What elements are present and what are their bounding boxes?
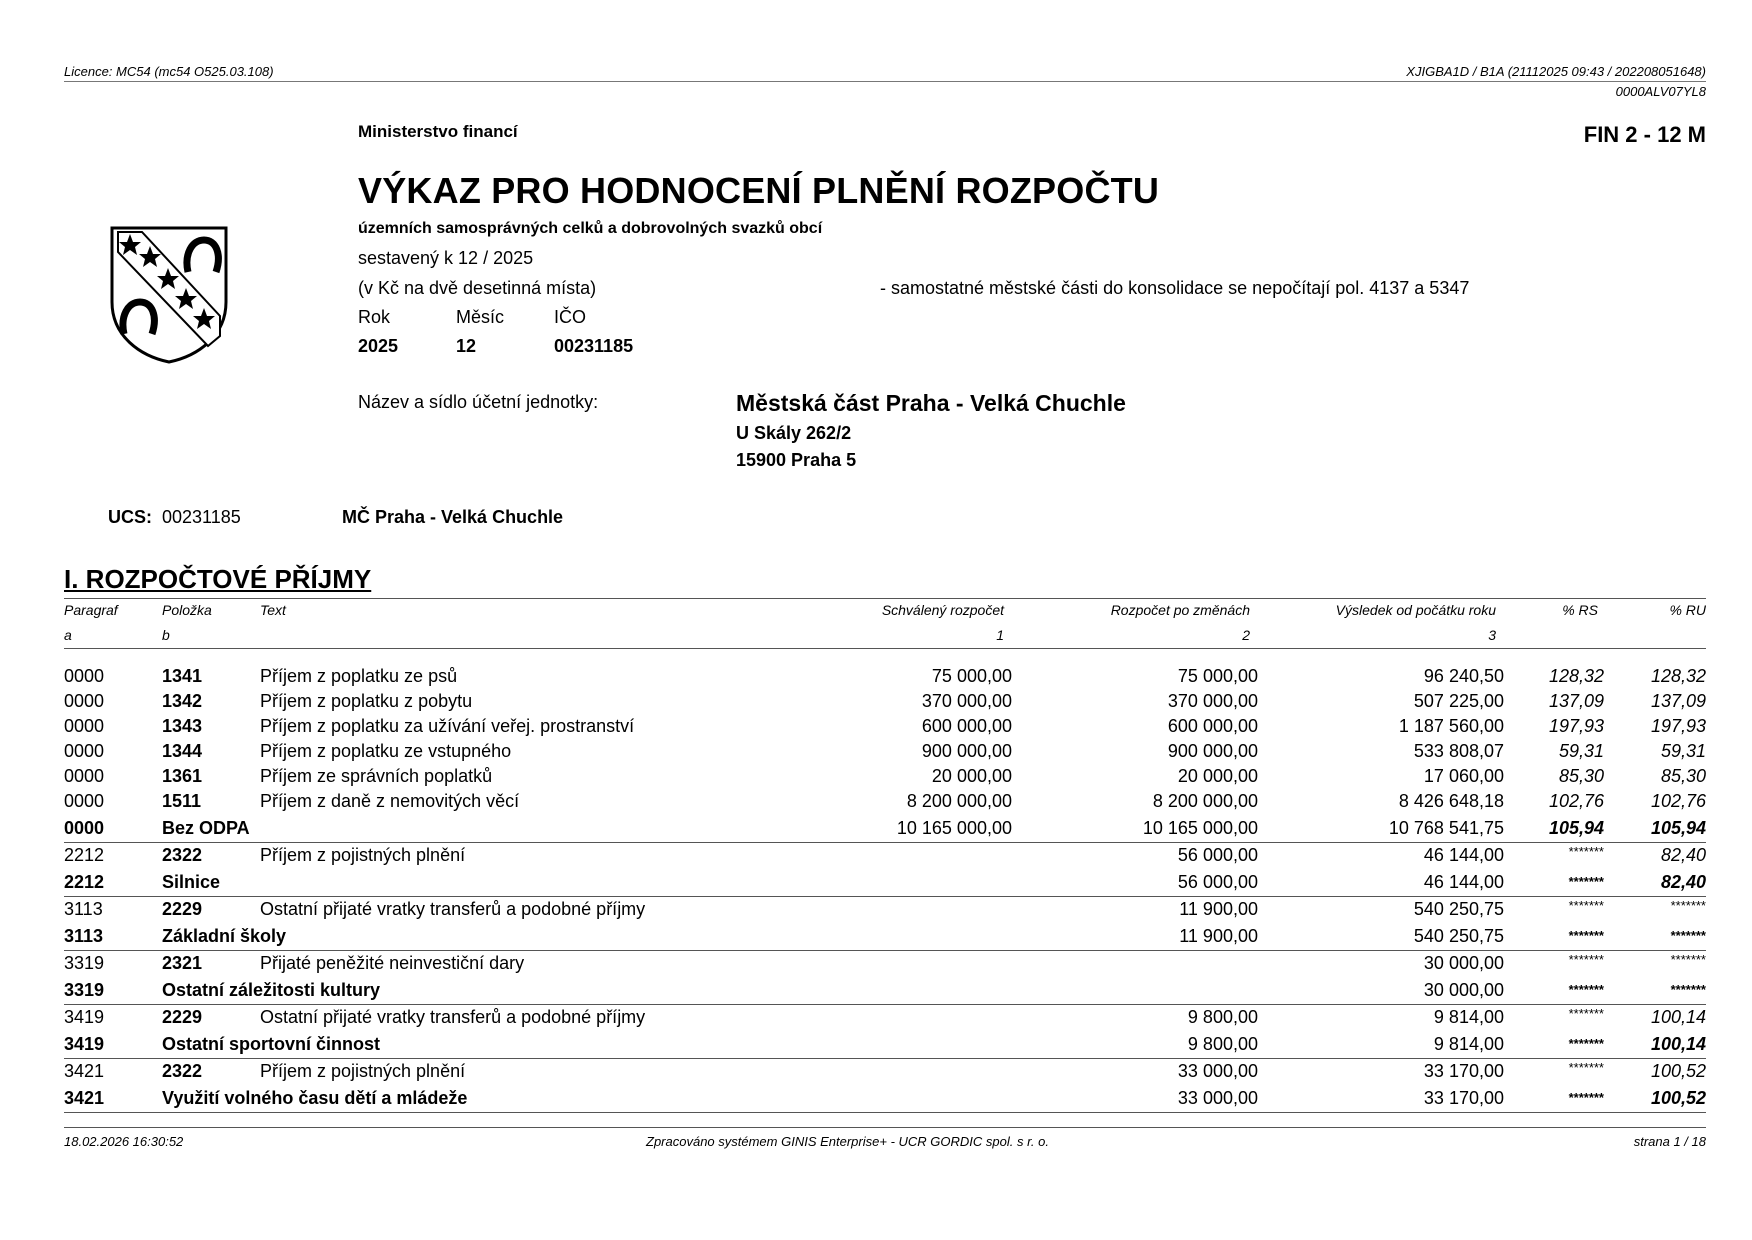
po-zmenach-cell: 9 800,00 bbox=[1012, 1030, 1258, 1059]
report-subtitle: územních samosprávných celků a dobrovolných svazků obcí bbox=[358, 220, 823, 237]
schvaleny-cell: 75 000,00 bbox=[931, 666, 1012, 686]
rok-value: 2025 bbox=[358, 336, 399, 356]
ru-cell: ******* bbox=[1670, 952, 1706, 967]
paragraf-cell: 0000 bbox=[64, 666, 105, 686]
po-zmenach-cell bbox=[1012, 951, 1258, 977]
paragraf-cell: 2212 bbox=[64, 868, 162, 897]
licence-text: Licence: MC54 (mc54 O525.03.108) bbox=[64, 64, 274, 79]
schvaleny-cell bbox=[774, 976, 1012, 1005]
polozka-cell: 1342 bbox=[162, 691, 203, 711]
report-title: VÝKAZ PRO HODNOCENÍ PLNĚNÍ ROZPOČTU bbox=[358, 170, 1160, 211]
po-zmenach-cell: 9 800,00 bbox=[1187, 1007, 1258, 1027]
col-sub-b: b bbox=[162, 627, 170, 643]
entity-label: Název a sídlo účetní jednotky: bbox=[358, 392, 599, 412]
subtotal-label: Využití volného času dětí a mládeže bbox=[162, 1084, 774, 1113]
schvaleny-cell bbox=[774, 922, 1012, 951]
text-cell: Přijaté peněžité neinvestiční dary bbox=[260, 953, 525, 973]
subtotal-row bbox=[64, 1030, 1706, 1059]
paragraf-cell: 3421 bbox=[64, 1061, 105, 1081]
schvaleny-cell: 10 165 000,00 bbox=[774, 814, 1012, 843]
ru-cell: 100,52 bbox=[1604, 1084, 1706, 1113]
schvaleny-cell bbox=[774, 1084, 1012, 1113]
text-cell: Příjem z poplatku ze vstupného bbox=[260, 741, 512, 761]
polozka-cell: 2229 bbox=[162, 1007, 203, 1027]
ico-value: 00231185 bbox=[554, 336, 634, 356]
rs-cell: 59,31 bbox=[1558, 741, 1604, 761]
rs-cell: 102,76 bbox=[1548, 791, 1604, 811]
ru-cell: 82,40 bbox=[1604, 868, 1706, 897]
compiled-date: sestavený k 12 / 2025 bbox=[358, 248, 534, 268]
schvaleny-cell bbox=[774, 868, 1012, 897]
mesic-value: 12 bbox=[456, 336, 477, 356]
table-row bbox=[64, 1005, 1706, 1031]
paragraf-cell: 2212 bbox=[64, 845, 105, 865]
vysledek-cell: 507 225,00 bbox=[1413, 691, 1504, 711]
vysledek-cell: 533 808,07 bbox=[1413, 741, 1504, 761]
vysledek-cell: 96 240,50 bbox=[1423, 666, 1504, 686]
polozka-cell: 1344 bbox=[162, 741, 203, 761]
ru-cell: ******* bbox=[1604, 922, 1706, 951]
entity-name: Městská část Praha - Velká Chuchle bbox=[736, 390, 1126, 416]
paragraf-cell: 0000 bbox=[64, 691, 105, 711]
schvaleny-cell: 900 000,00 bbox=[921, 741, 1012, 761]
po-zmenach-cell: 75 000,00 bbox=[1177, 666, 1258, 686]
col-sub-1: 1 bbox=[996, 627, 1004, 643]
schvaleny-cell: 600 000,00 bbox=[921, 716, 1012, 736]
col-po-zmenach: Rozpočet po změnách bbox=[1110, 602, 1250, 618]
subtotal-row bbox=[64, 814, 1706, 843]
ru-cell: 100,14 bbox=[1604, 1030, 1706, 1059]
po-zmenach-cell: 10 165 000,00 bbox=[1012, 814, 1258, 843]
schvaleny-cell bbox=[774, 951, 1012, 977]
table-row bbox=[64, 1059, 1706, 1085]
vysledek-cell: 33 170,00 bbox=[1423, 1061, 1504, 1081]
subtotal-label: Bez ODPA bbox=[162, 814, 774, 843]
footer-page: strana 1 / 18 bbox=[1633, 1134, 1706, 1149]
po-zmenach-cell: 11 900,00 bbox=[1179, 899, 1258, 919]
form-id: FIN 2 - 12 M bbox=[1583, 122, 1706, 147]
paragraf-cell: 3113 bbox=[64, 899, 103, 919]
rs-cell: ******* bbox=[1568, 1006, 1604, 1021]
rs-cell: ******* bbox=[1504, 976, 1604, 1005]
col-sub-2: 2 bbox=[1242, 627, 1250, 643]
footer-system: Zpracováno systémem GINIS Enterprise+ - UCR GORDIC spol. s r. o. bbox=[646, 1134, 1049, 1149]
ru-cell: 137,09 bbox=[1650, 691, 1706, 711]
rs-cell: ******* bbox=[1504, 1030, 1604, 1059]
polozka-cell: 2322 bbox=[162, 1061, 203, 1081]
po-zmenach-cell bbox=[1012, 976, 1258, 1005]
vysledek-cell: 46 144,00 bbox=[1258, 868, 1504, 897]
vysledek-cell: 540 250,75 bbox=[1258, 922, 1504, 951]
po-zmenach-cell: 900 000,00 bbox=[1167, 741, 1258, 761]
vysledek-cell: 10 768 541,75 bbox=[1258, 814, 1504, 843]
subtotal-row bbox=[64, 868, 1706, 897]
consolidation-note: - samostatné městské části do konsolidace se nepočítají pol. 4137 a 5347 bbox=[880, 278, 1470, 298]
header-bottom-divider bbox=[64, 648, 1706, 649]
ru-cell: 100,52 bbox=[1650, 1061, 1706, 1081]
paragraf-cell: 3319 bbox=[64, 976, 162, 1005]
paragraf-cell: 0000 bbox=[64, 766, 105, 786]
col-text: Text bbox=[260, 602, 286, 618]
ministry-name: Ministerstvo financí bbox=[358, 122, 518, 141]
rs-cell: ******* bbox=[1568, 844, 1604, 859]
table-row bbox=[64, 951, 1706, 977]
vysledek-cell: 9 814,00 bbox=[1258, 1030, 1504, 1059]
polozka-cell: 1511 bbox=[162, 791, 202, 811]
rs-cell: ******* bbox=[1568, 1060, 1604, 1075]
units-note: (v Kč na dvě desetinná místa) bbox=[358, 278, 597, 298]
paragraf-cell: 0000 bbox=[64, 791, 105, 811]
rs-cell: ******* bbox=[1504, 868, 1604, 897]
vysledek-cell: 9 814,00 bbox=[1433, 1007, 1504, 1027]
text-cell: Příjem z poplatku ze psů bbox=[260, 666, 458, 686]
po-zmenach-cell: 600 000,00 bbox=[1167, 716, 1258, 736]
rs-cell: 85,30 bbox=[1558, 766, 1604, 786]
ucs-value: 00231185 bbox=[162, 507, 241, 527]
subtotal-label: Silnice bbox=[162, 868, 774, 897]
schvaleny-cell: 370 000,00 bbox=[921, 691, 1012, 711]
vysledek-cell: 30 000,00 bbox=[1423, 953, 1504, 973]
paragraf-cell: 3419 bbox=[64, 1007, 105, 1027]
schvaleny-cell bbox=[774, 897, 1012, 923]
ru-cell: 59,31 bbox=[1660, 741, 1706, 761]
vysledek-cell: 540 250,75 bbox=[1413, 899, 1504, 919]
vysledek-cell: 46 144,00 bbox=[1423, 845, 1504, 865]
rs-cell: 197,93 bbox=[1548, 716, 1604, 736]
col-rs: % RS bbox=[1562, 602, 1598, 618]
ico-label: IČO bbox=[554, 307, 587, 327]
ru-cell: 128,32 bbox=[1650, 666, 1706, 686]
vysledek-cell: 33 170,00 bbox=[1258, 1084, 1504, 1113]
table-row bbox=[64, 689, 1706, 714]
text-cell: Ostatní přijaté vratky transferů a podobné příjmy bbox=[260, 899, 646, 919]
text-cell: Příjem ze správních poplatků bbox=[260, 766, 493, 786]
mesic-label: Měsíc bbox=[456, 307, 505, 327]
paragraf-cell: 0000 bbox=[64, 716, 105, 736]
polozka-cell: 2321 bbox=[162, 953, 203, 973]
ucs-name: MČ Praha - Velká Chuchle bbox=[342, 507, 564, 527]
entity-street: U Skály 262/2 bbox=[736, 423, 852, 443]
document-subcode: 0000ALV07YL8 bbox=[1615, 84, 1706, 99]
ru-cell: 197,93 bbox=[1650, 716, 1706, 736]
text-cell: Příjem z poplatku za užívání veřej. prostranství bbox=[260, 716, 635, 736]
col-polozka: Položka bbox=[162, 602, 212, 618]
footer-divider bbox=[64, 1127, 1706, 1128]
polozka-cell: 2322 bbox=[162, 845, 203, 865]
polozka-cell: 1341 bbox=[162, 666, 203, 686]
polozka-cell: 2229 bbox=[162, 899, 203, 919]
ucs-label: UCS: bbox=[108, 507, 152, 527]
col-vysledek: Výsledek od počátku roku bbox=[1335, 602, 1496, 618]
coat-of-arms-icon bbox=[108, 224, 230, 364]
ru-cell: 105,94 bbox=[1604, 814, 1706, 843]
table-row bbox=[64, 714, 1706, 739]
ru-cell: ******* bbox=[1670, 898, 1706, 913]
po-zmenach-cell: 33 000,00 bbox=[1012, 1084, 1258, 1113]
po-zmenach-cell: 56 000,00 bbox=[1012, 868, 1258, 897]
ru-cell: 102,76 bbox=[1650, 791, 1706, 811]
rs-cell: 105,94 bbox=[1504, 814, 1604, 843]
vysledek-cell: 1 187 560,00 bbox=[1398, 716, 1504, 736]
rs-cell: ******* bbox=[1504, 922, 1604, 951]
table-row bbox=[64, 843, 1706, 869]
header-divider bbox=[64, 81, 1706, 82]
paragraf-cell: 0000 bbox=[64, 741, 105, 761]
ru-cell: 85,30 bbox=[1660, 766, 1706, 786]
text-cell: Ostatní přijaté vratky transferů a podobné příjmy bbox=[260, 1007, 646, 1027]
po-zmenach-cell: 33 000,00 bbox=[1177, 1061, 1258, 1081]
schvaleny-cell: 8 200 000,00 bbox=[906, 791, 1012, 811]
col-sub-a: a bbox=[64, 627, 72, 643]
polozka-cell: 1361 bbox=[162, 766, 203, 786]
rok-label: Rok bbox=[358, 307, 391, 327]
schvaleny-cell bbox=[774, 1059, 1012, 1085]
table-row bbox=[64, 739, 1706, 764]
paragraf-cell: 3419 bbox=[64, 1030, 162, 1059]
schvaleny-cell: 20 000,00 bbox=[931, 766, 1012, 786]
table-row bbox=[64, 664, 1706, 689]
vysledek-cell: 30 000,00 bbox=[1258, 976, 1504, 1005]
subtotal-label: Základní školy bbox=[162, 922, 774, 951]
entity-city: 15900 Praha 5 bbox=[736, 450, 857, 470]
col-sub-3: 3 bbox=[1488, 627, 1496, 643]
subtotal-row bbox=[64, 922, 1706, 951]
table-row bbox=[64, 897, 1706, 923]
rs-cell: ******* bbox=[1568, 898, 1604, 913]
subtotal-row bbox=[64, 976, 1706, 1005]
schvaleny-cell bbox=[774, 843, 1012, 869]
text-cell: Příjem z pojistných plnění bbox=[260, 1061, 466, 1081]
ru-cell: 82,40 bbox=[1660, 845, 1706, 865]
subtotal-label: Ostatní záležitosti kultury bbox=[162, 976, 774, 1005]
section-title: I. ROZPOČTOVÉ PŘÍJMY bbox=[64, 564, 372, 594]
paragraf-cell: 0000 bbox=[64, 814, 162, 843]
paragraf-cell: 3319 bbox=[64, 953, 105, 973]
table-row bbox=[64, 789, 1706, 814]
vysledek-cell: 17 060,00 bbox=[1423, 766, 1504, 786]
po-zmenach-cell: 370 000,00 bbox=[1167, 691, 1258, 711]
po-zmenach-cell: 56 000,00 bbox=[1177, 845, 1258, 865]
po-zmenach-cell: 20 000,00 bbox=[1177, 766, 1258, 786]
rs-cell: 128,32 bbox=[1548, 666, 1604, 686]
ru-cell: 100,14 bbox=[1650, 1007, 1706, 1027]
table-row bbox=[64, 764, 1706, 789]
text-cell: Příjem z daně z nemovitých věcí bbox=[260, 791, 520, 811]
schvaleny-cell bbox=[774, 1030, 1012, 1059]
polozka-cell: 1343 bbox=[162, 716, 203, 736]
col-paragraf: Paragraf bbox=[64, 602, 118, 618]
footer-timestamp: 18.02.2026 16:30:52 bbox=[64, 1134, 184, 1149]
paragraf-cell: 3421 bbox=[64, 1084, 162, 1113]
revenue-table bbox=[64, 664, 1706, 1113]
section-divider bbox=[64, 598, 1706, 599]
subtotal-row bbox=[64, 1084, 1706, 1113]
document-code: XJIGBA1D / B1A (21112025 09:43 / 202208051648) bbox=[1406, 64, 1706, 79]
rs-cell: ******* bbox=[1504, 1084, 1604, 1113]
po-zmenach-cell: 11 900,00 bbox=[1012, 922, 1258, 951]
rs-cell: ******* bbox=[1568, 952, 1604, 967]
col-ru: % RU bbox=[1669, 602, 1706, 618]
col-schvaleny: Schválený rozpočet bbox=[881, 602, 1004, 618]
rs-cell: 137,09 bbox=[1548, 691, 1604, 711]
vysledek-cell: 8 426 648,18 bbox=[1398, 791, 1504, 811]
text-cell: Příjem z pojistných plnění bbox=[260, 845, 466, 865]
paragraf-cell: 3113 bbox=[64, 922, 162, 951]
text-cell: Příjem z poplatku z pobytu bbox=[260, 691, 473, 711]
po-zmenach-cell: 8 200 000,00 bbox=[1152, 791, 1258, 811]
schvaleny-cell bbox=[774, 1005, 1012, 1031]
subtotal-label: Ostatní sportovní činnost bbox=[162, 1030, 774, 1059]
ru-cell: ******* bbox=[1604, 976, 1706, 1005]
